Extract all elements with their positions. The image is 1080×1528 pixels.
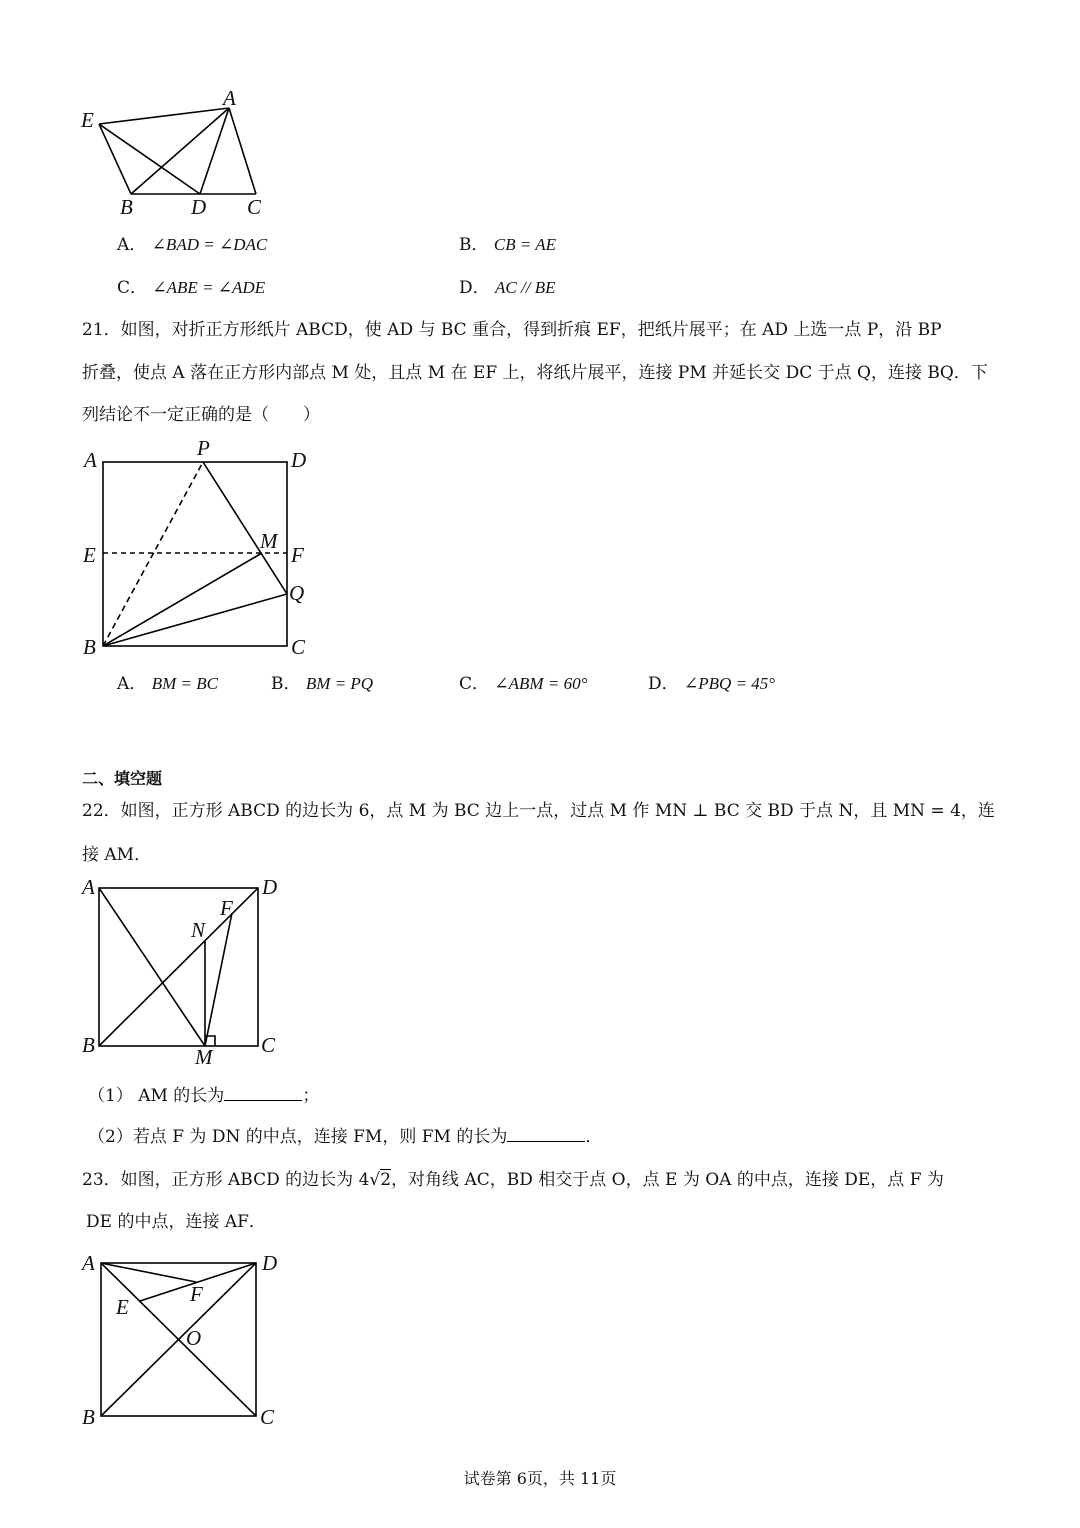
sqrt-radicand: 2 [380,1170,392,1190]
option-letter: B． [271,674,301,694]
q21-label-E: E [83,543,96,567]
q23-line1-start: 23．如图，正方形 ABCD 的边长为 4 [82,1170,370,1190]
q23-line1-end: ，对角线 AC，BD 相交于点 O，点 E 为 OA 的中点，连接 DE，点 F 为 [391,1170,944,1190]
q22-label-F: F [220,896,233,920]
q22-text-line2: 接 AM． [82,845,152,865]
q21-label-C: C [291,635,306,659]
option-text: BM = PQ [305,674,374,693]
option-text: ∠PBQ = 45° [684,674,776,693]
q23-label-B: B [82,1405,95,1429]
sub2-text: （2）若点 F 为 DN 的中点，连接 FM，则 FM 的长为 [88,1127,508,1147]
q21-label-B: B [83,635,96,659]
q23-label-D: D [262,1251,278,1275]
q20-label-E: E [81,108,94,132]
page-footer: 试卷第 6页，共 11页 [463,1469,617,1488]
option-letter: C． [117,278,148,298]
q23-label-C: C [260,1405,275,1429]
sub1-end: ； [302,1086,320,1106]
q21-text-line1: 21．如图，对折正方形纸片 ABCD，使 AD 与 BC 重合，得到折痕 EF，把纸片展平；在 AD 上选一点 P，沿 BP [82,320,942,340]
q21-label-D: D [291,448,307,472]
option-text: ∠ABM = 60° [494,674,588,693]
option-letter: D． [648,674,679,694]
q23-label-A: A [82,1251,95,1275]
q22-label-C: C [261,1033,276,1057]
q23-text-line2: DE 的中点，连接 AF． [86,1212,266,1232]
q20-label-A: A [223,86,236,110]
option-letter: A． [117,674,147,694]
q20-label-B: B [120,195,133,219]
q21-label-P: P [197,436,210,460]
q22-label-B: B [82,1033,95,1057]
q22-label-M: M [195,1045,213,1069]
q23-segment-AF [101,1263,196,1282]
option-letter: D． [459,278,490,298]
option-letter: B． [459,235,489,255]
option-letter: A． [117,235,147,255]
q21-label-F: F [291,543,304,567]
q22-label-A: A [82,875,95,899]
q23-label-O: O [186,1326,202,1350]
q21-label-A: A [84,448,97,472]
section-heading-fill-in: 二、填空题 [82,769,163,788]
q22-label-D: D [262,875,278,899]
q21-text-line2: 折叠，使点 A 落在正方形内部点 M 处，且点 M 在 EF 上，将纸片展平，连接 PM 并延长交 DC 于点 Q，连接 BQ．下 [82,363,988,383]
option-text: ∠ABE = ∠ADE [152,278,266,297]
q21-label-Q: Q [289,581,305,605]
option-text: AC // BE [495,278,556,297]
option-text: BM = BC [151,674,218,693]
sub1-text: （1） AM 的长为 [88,1086,225,1106]
q20-label-D: D [191,195,207,219]
q22-label-N: N [191,918,206,942]
sub2-end: ． [585,1127,603,1147]
q20-label-C: C [247,195,262,219]
q23-label-E: E [116,1295,129,1319]
q22-text-line1: 22．如图，正方形 ABCD 的边长为 6，点 M 为 BC 边上一点，过点 M 作 MN ⊥ BC 交 BD 于点 N，且 MN = 4，连 [82,801,995,821]
option-letter: C． [459,674,490,694]
option-text: CB = AE [493,235,557,254]
option-text: ∠BAD = ∠DAC [151,235,268,254]
q21-text-line3: 列结论不一定正确的是（ ） [82,405,320,425]
q21-label-M: M [260,529,278,553]
sqrt-symbol: √ [369,1170,381,1190]
q23-label-F: F [190,1282,203,1306]
